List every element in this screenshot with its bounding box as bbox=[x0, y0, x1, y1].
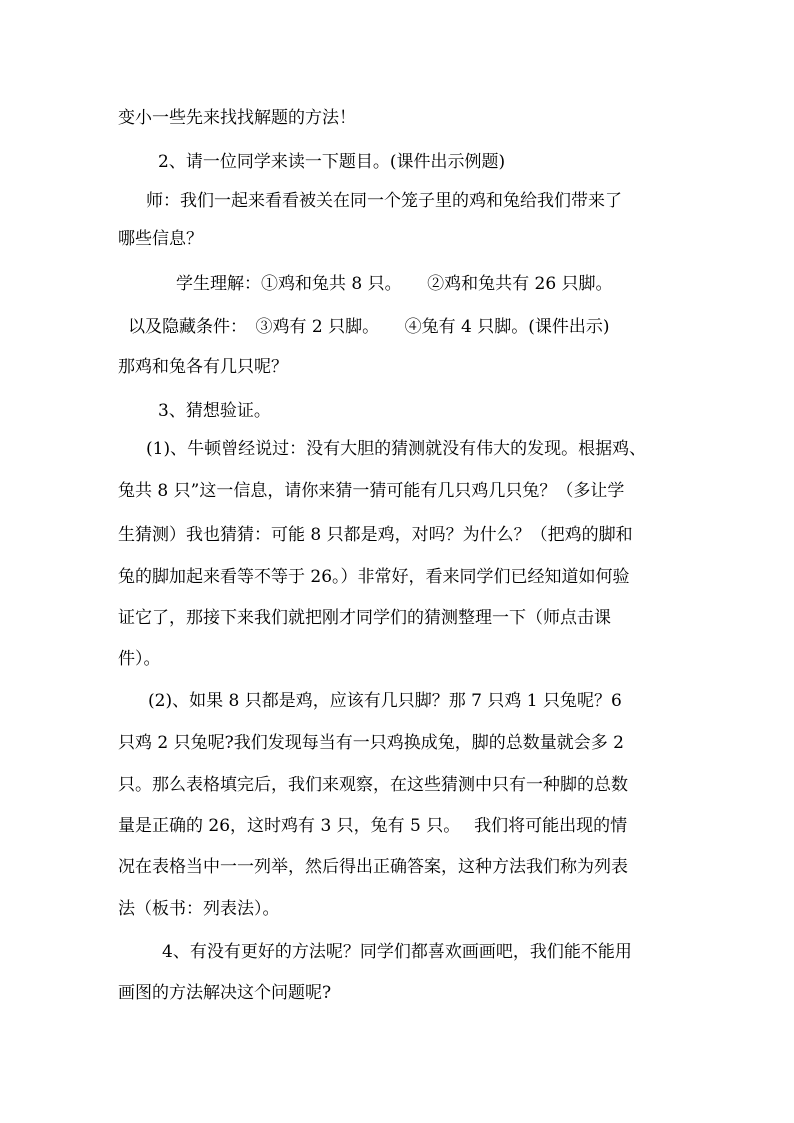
text-line: 3、猜想验证。 bbox=[158, 401, 271, 421]
text-line: 法（板书：列表法）。 bbox=[118, 899, 280, 919]
text-line: 只。那么表格填完后，我们来观察，在这些猜测中只有一种脚的总数 bbox=[118, 775, 628, 795]
text-line: 那鸡和兔各有几只呢？ bbox=[118, 357, 288, 377]
text-line: 师：我们一起来看看被关在同一个笼子里的鸡和兔给我们带来了 bbox=[146, 191, 622, 211]
text-line: 生猜测）我也猜猜：可能 8 只都是鸡，对吗？为什么？（把鸡的脚和 bbox=[118, 525, 633, 545]
text-line: 画图的方法解决这个问题呢? bbox=[118, 983, 332, 1003]
text-line: 变小一些先来找找解题的方法！ bbox=[118, 108, 356, 128]
text-line: 只鸡 2 只兔呢?我们发现每当有一只鸡换成兔，脚的总数量就会多 2 bbox=[118, 733, 624, 753]
text-line: 件）。 bbox=[118, 649, 161, 669]
text-line: 证它了，那接下来我们就把刚才同学们的猜测整理一下（师点击课 bbox=[118, 608, 611, 628]
text-line: (1)、牛顿曾经说过：没有大胆的猜测就没有伟大的发现。根据鸡、 bbox=[146, 439, 647, 459]
text-line: 兔的脚加起来看等不等于 26。）非常好，看来同学们已经知道如何验 bbox=[118, 567, 630, 587]
text-line: 以及隐藏条件： ③鸡有 2 只脚。 ④兔有 4 只脚。(课件出示) bbox=[128, 317, 610, 337]
text-line: 学生理解：①鸡和兔共 8 只。 ②鸡和兔共有 26 只脚。 bbox=[176, 274, 613, 294]
text-line: 兔共 8 只”这一信息，请你来猜一猜可能有几只鸡几只兔？（多让学 bbox=[118, 481, 625, 501]
text-line: 2、请一位同学来读一下题目。(课件出示例题) bbox=[158, 152, 506, 172]
text-line: 况在表格当中一一列举，然后得出正确答案，这种方法我们称为列表 bbox=[118, 857, 628, 877]
text-line: (2)、如果 8 只都是鸡，应该有几只脚？那 7 只鸡 1 只兔呢？6 bbox=[148, 691, 622, 711]
text-line: 量是正确的 26，这时鸡有 3 只，兔有 5 只。 我们将可能出现的情 bbox=[118, 816, 628, 836]
text-line: 4、有没有更好的方法呢？同学们都喜欢画画吧，我们能不能用 bbox=[162, 942, 632, 962]
text-line: 哪些信息？ bbox=[118, 229, 203, 249]
